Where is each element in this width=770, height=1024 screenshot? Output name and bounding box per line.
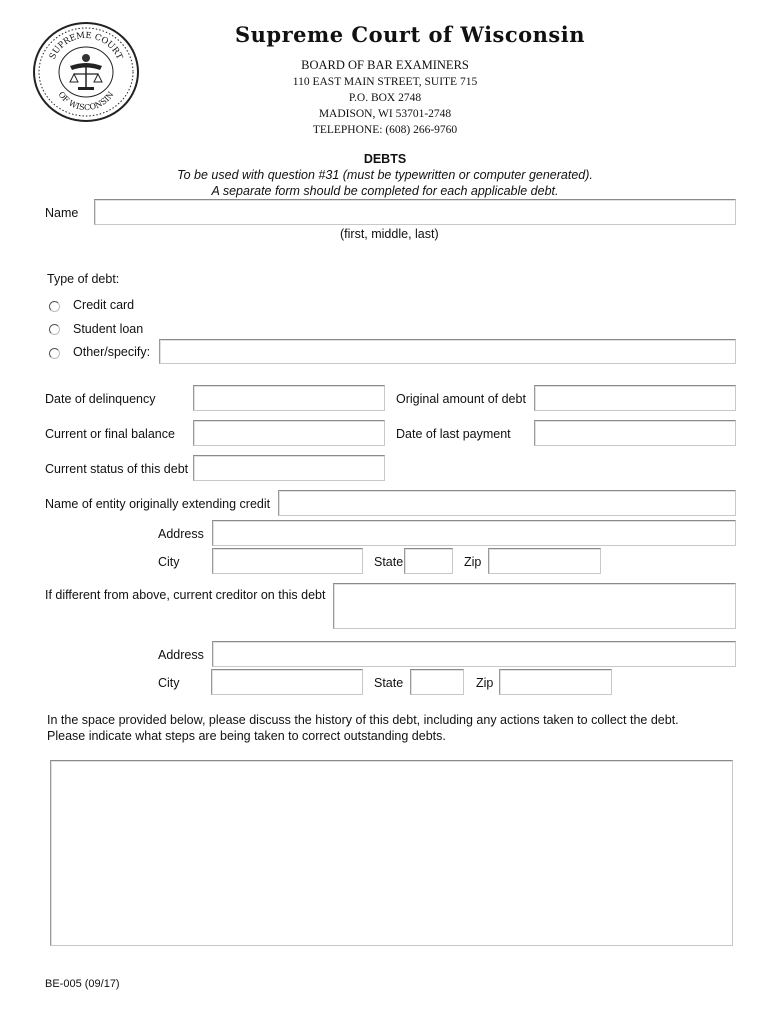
date-delinquency-input[interactable]	[193, 385, 385, 411]
creditor-zip-label: Zip	[476, 676, 494, 690]
original-amount-input[interactable]	[534, 385, 736, 411]
discussion-textarea[interactable]	[50, 760, 733, 946]
form-code: BE-005 (09/17)	[45, 978, 120, 990]
entity-label: Name of entity originally extending credit	[45, 497, 271, 511]
creditor-address-label: Address	[158, 648, 204, 662]
original-amount-label: Original amount of debt	[396, 392, 526, 406]
student-loan-label: Student loan	[73, 322, 144, 336]
state-label: State	[374, 555, 404, 569]
last-payment-label: Date of last payment	[396, 427, 511, 441]
last-payment-input[interactable]	[534, 420, 736, 446]
entity-input[interactable]	[278, 490, 736, 516]
current-status-input[interactable]	[193, 455, 385, 481]
current-creditor-label: If different from above, current creditor on this debt	[45, 588, 326, 602]
state-input[interactable]	[404, 548, 453, 574]
street-address: 110 EAST MAIN STREET, SUITE 715	[292, 76, 478, 88]
name-hint: (first, middle, last)	[340, 227, 439, 241]
discussion-line-1: In the space provided below, please discuss the history of this debt, including any actions taken to collect the debt.	[47, 713, 679, 727]
creditor-address-input[interactable]	[212, 641, 736, 667]
svg-text:OF WISCONSIN	[57, 90, 116, 112]
credit-card-label: Credit card	[73, 298, 135, 312]
form-title: DEBTS	[363, 152, 407, 166]
discussion-line-2: Please indicate what steps are being taken to correct outstanding debts.	[47, 729, 446, 743]
other-specify-label: Other/specify:	[73, 345, 151, 359]
seal-bottom-text: OF WISCONSIN	[56, 89, 116, 113]
name-input[interactable]	[94, 199, 736, 225]
city-label: City	[158, 555, 180, 569]
creditor-zip-input[interactable]	[499, 669, 612, 695]
seal-top-text: SUPREME COURT	[47, 30, 125, 62]
instruction-line-2: A separate form should be completed for each applicable debt.	[211, 184, 559, 198]
instruction-line-1: To be used with question #31 (must be typewritten or computer generated).	[177, 168, 593, 182]
current-balance-input[interactable]	[193, 420, 385, 446]
student-loan-radio[interactable]	[49, 324, 60, 335]
name-label: Name	[45, 206, 79, 220]
address-input[interactable]	[212, 520, 736, 546]
city-input[interactable]	[212, 548, 363, 574]
creditor-city-input[interactable]	[211, 669, 363, 695]
creditor-state-input[interactable]	[410, 669, 464, 695]
current-creditor-input[interactable]	[333, 583, 736, 629]
credit-card-radio[interactable]	[49, 301, 60, 312]
city-state: MADISON, WI 53701-2748	[318, 108, 452, 120]
court-title: Supreme Court of Wisconsin	[235, 22, 585, 47]
address-label: Address	[158, 527, 204, 541]
telephone: TELEPHONE: (608) 266-9760	[312, 124, 458, 136]
other-specify-input[interactable]	[159, 339, 736, 364]
zip-input[interactable]	[488, 548, 601, 574]
po-box: P.O. BOX 2748	[348, 92, 422, 104]
current-status-label: Current status of this debt	[45, 462, 189, 476]
date-delinquency-label: Date of delinquency	[45, 392, 156, 406]
current-balance-label: Current or final balance	[45, 427, 175, 441]
type-of-debt-label: Type of debt:	[47, 272, 120, 286]
other-radio[interactable]	[49, 348, 60, 359]
board-name: BOARD OF BAR EXAMINERS	[301, 58, 469, 72]
creditor-city-label: City	[158, 676, 180, 690]
creditor-state-label: State	[374, 676, 404, 690]
zip-label: Zip	[464, 555, 482, 569]
